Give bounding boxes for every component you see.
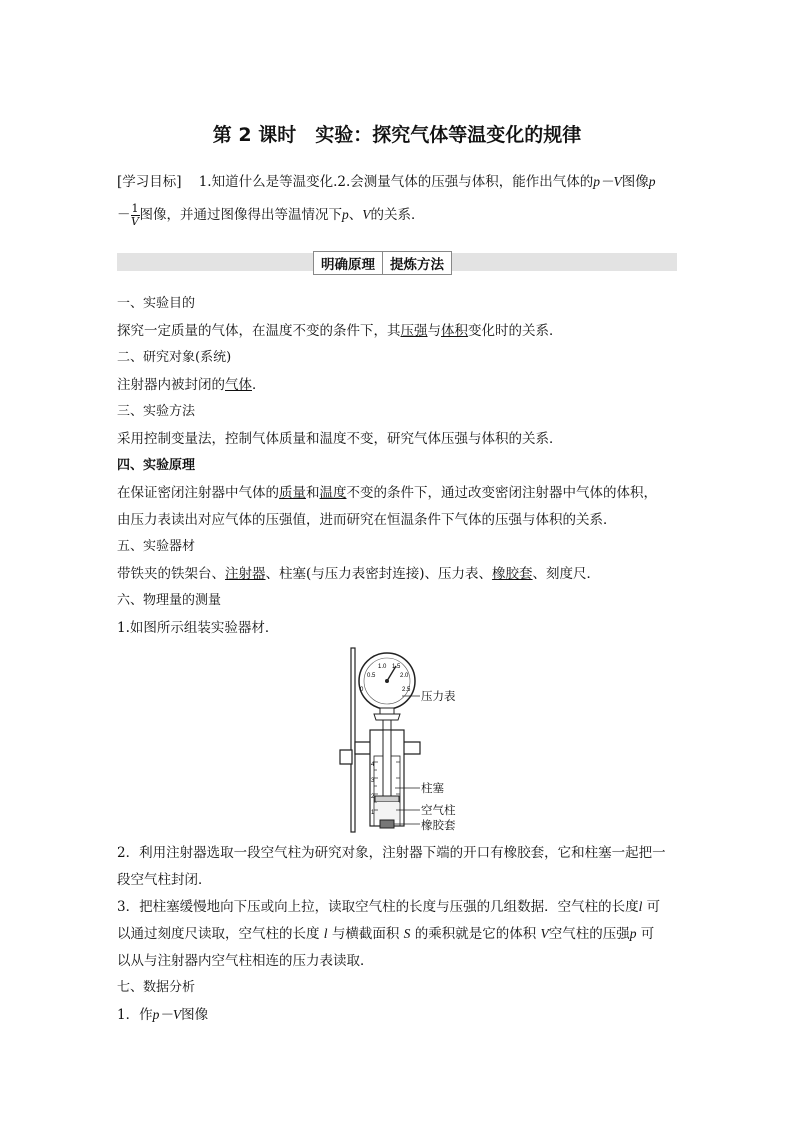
s6i3-l2-var-l: l (323, 926, 328, 941)
section-6-item-3-line-1 (117, 897, 660, 917)
objectives-line-2 (117, 203, 425, 228)
section-1-heading: 一、实验目的 (117, 296, 196, 311)
scale-label-1: 1 (371, 810, 375, 816)
s6i3-l2-e: 可 (640, 926, 655, 942)
s2-underline-gas: 气体 (225, 377, 252, 393)
s6i3-l2-var-s: S (403, 926, 411, 941)
section-3-text: 采用控制变量法，控制气体质量和温度不变，研究气体压强与体积的关系． (117, 431, 563, 447)
objectives-p-2: p (342, 207, 349, 222)
dial-label-10: 1.0 (378, 664, 387, 670)
objectives-p: p (648, 174, 656, 189)
s1-underline-pressure: 压强 (400, 323, 428, 339)
s4-text-c: 不变的条件下，通过改变密闭注射器中气体的体积， (346, 485, 657, 501)
s6i3-l2-a: 以通过刻度尺读取，空气柱的长度 (117, 926, 320, 942)
objectives-v: V (362, 207, 371, 222)
plunger-rod (383, 730, 391, 800)
stand-rod (351, 648, 355, 832)
s4-underline-mass: 质量 (279, 485, 306, 501)
section-6-item-1: 1.如图所示组装实验器材． (117, 620, 279, 636)
s5-text-a: 带铁夹的铁架台、 (117, 566, 225, 582)
label-gauge: 压力表 (421, 689, 456, 703)
objectives-minus: － (117, 207, 131, 223)
s5-underline-rubber: 橡胶套 (492, 566, 533, 582)
banner-right: 提炼方法 (390, 257, 444, 273)
section-4-heading: 四、实验原理 (117, 458, 196, 473)
apparatus-figure (330, 646, 470, 834)
s1-underline-volume: 体积 (441, 323, 468, 339)
objectives-pv: p－V (593, 174, 622, 189)
s4-text-b: 和 (306, 485, 320, 501)
section-4-text-1 (117, 483, 657, 503)
s6i3-text-a: 3．把柱塞缓慢地向下压或向上拉，读取空气柱的长度与压强的几组数据．空气柱的长度 (117, 899, 639, 915)
section-2-text (117, 375, 266, 395)
s6i3-l2-c: 的乘积就是它的体积 (414, 926, 537, 942)
s7-pv: p－V (152, 1007, 182, 1022)
s5-underline-syringe: 注射器 (225, 566, 266, 582)
banner-left: 明确原理 (321, 257, 375, 273)
objectives-separator: 、 (348, 207, 363, 223)
dial-label-25: 2.5 (402, 687, 411, 693)
dial-label-0: 0 (360, 687, 364, 693)
gauge-pivot (385, 679, 389, 683)
section-2-heading: 二、研究对象(系统) (117, 350, 232, 365)
section-5-text (117, 564, 600, 584)
section-6-item-2-line-1: 2．利用注射器选取一段空气柱为研究对象，注射器下端的开口有橡胶套，它和柱塞一起把一 (117, 845, 666, 861)
s1-text-b: 与 (427, 323, 441, 339)
section-6-item-2-line-2: 段空气柱封闭． (117, 872, 212, 888)
s1-text-a: 探究一定质量的气体，在温度不变的条件下，其 (117, 323, 401, 339)
dial-label-15: 1.5 (392, 664, 401, 670)
scale-label-4: 4 (371, 762, 375, 768)
s6i3-l2-d: 空气柱的压强 (548, 926, 630, 942)
label-plunger: 柱塞 (421, 781, 444, 795)
s6i3-text-b: 可 (646, 899, 661, 915)
objectives-label: [学习目标] (117, 174, 182, 190)
s7-text-b: 图像 (181, 1007, 209, 1023)
objectives-text-1: 1.知道什么是等温变化.2.会测量气体的压强与体积，能作出气体的 (198, 174, 594, 190)
dial-label-05: 0.5 (367, 673, 376, 679)
gauge-fitting (380, 708, 394, 714)
label-rubber: 橡胶套 (421, 818, 456, 832)
section-5-heading: 五、实验器材 (117, 539, 196, 554)
s5-text-c: 、刻度尺． (532, 566, 601, 582)
objectives-text-2: 图像，并通过图像得出等温情况下 (139, 207, 342, 223)
s4-text-a: 在保证密闭注射器中气体的 (117, 485, 279, 501)
section-3-heading: 三、实验方法 (117, 404, 196, 419)
s2-text-b: ． (252, 377, 266, 393)
s5-text-b: 、柱塞(与压力表密封连接)、压力表、 (265, 566, 493, 582)
gauge-nut (374, 714, 400, 720)
fraction-denominator: V (131, 215, 139, 228)
objectives-text-2-end: 的关系． (370, 207, 425, 223)
section-4-text-2: 由压力表读出对应气体的压强值，进而研究在恒温条件下气体的压强与体积的关系． (117, 512, 617, 528)
rubber-cap (380, 820, 394, 828)
section-6-heading: 六、物理量的测量 (117, 593, 222, 608)
clamp-screw (340, 750, 352, 764)
plunger-head (375, 796, 399, 802)
label-aircol: 空气柱 (421, 803, 456, 817)
scale-label-2: 2 (371, 794, 375, 800)
s6i3-l2-b: 与横截面积 (331, 926, 400, 942)
fraction-1-over-v (131, 203, 140, 228)
objectives-line-1 (117, 172, 656, 192)
s1-text-c: 变化时的关系． (468, 323, 563, 339)
section-7-heading: 七、数据分析 (117, 980, 196, 995)
objectives-text-1-end: 图像 (621, 174, 649, 190)
s2-text-a: 注射器内被封闭的 (117, 377, 225, 393)
section-banner (313, 251, 452, 275)
s6i3-l2-var-p: p (629, 926, 637, 941)
section-7-item-1 (117, 1005, 208, 1025)
fraction-numerator: 1 (131, 202, 139, 215)
section-6-item-3-line-2 (117, 924, 654, 944)
section-1-text (117, 321, 563, 341)
s4-underline-temp: 温度 (319, 485, 347, 501)
air-column (375, 802, 399, 820)
dial-label-20: 2.0 (400, 673, 409, 679)
s6i3-var-l: l (638, 899, 643, 914)
section-6-item-3-line-3: 以从与注射器内空气柱相连的压力表读取． (117, 953, 374, 969)
scale-label-3: 3 (371, 778, 375, 784)
s6i3-l2-var-v: V (540, 926, 549, 941)
gauge-stem (383, 720, 391, 730)
page-title: 第 2 课时 实验：探究气体等温变化的规律 (212, 124, 582, 146)
s7-text-a: 1．作 (117, 1007, 153, 1023)
